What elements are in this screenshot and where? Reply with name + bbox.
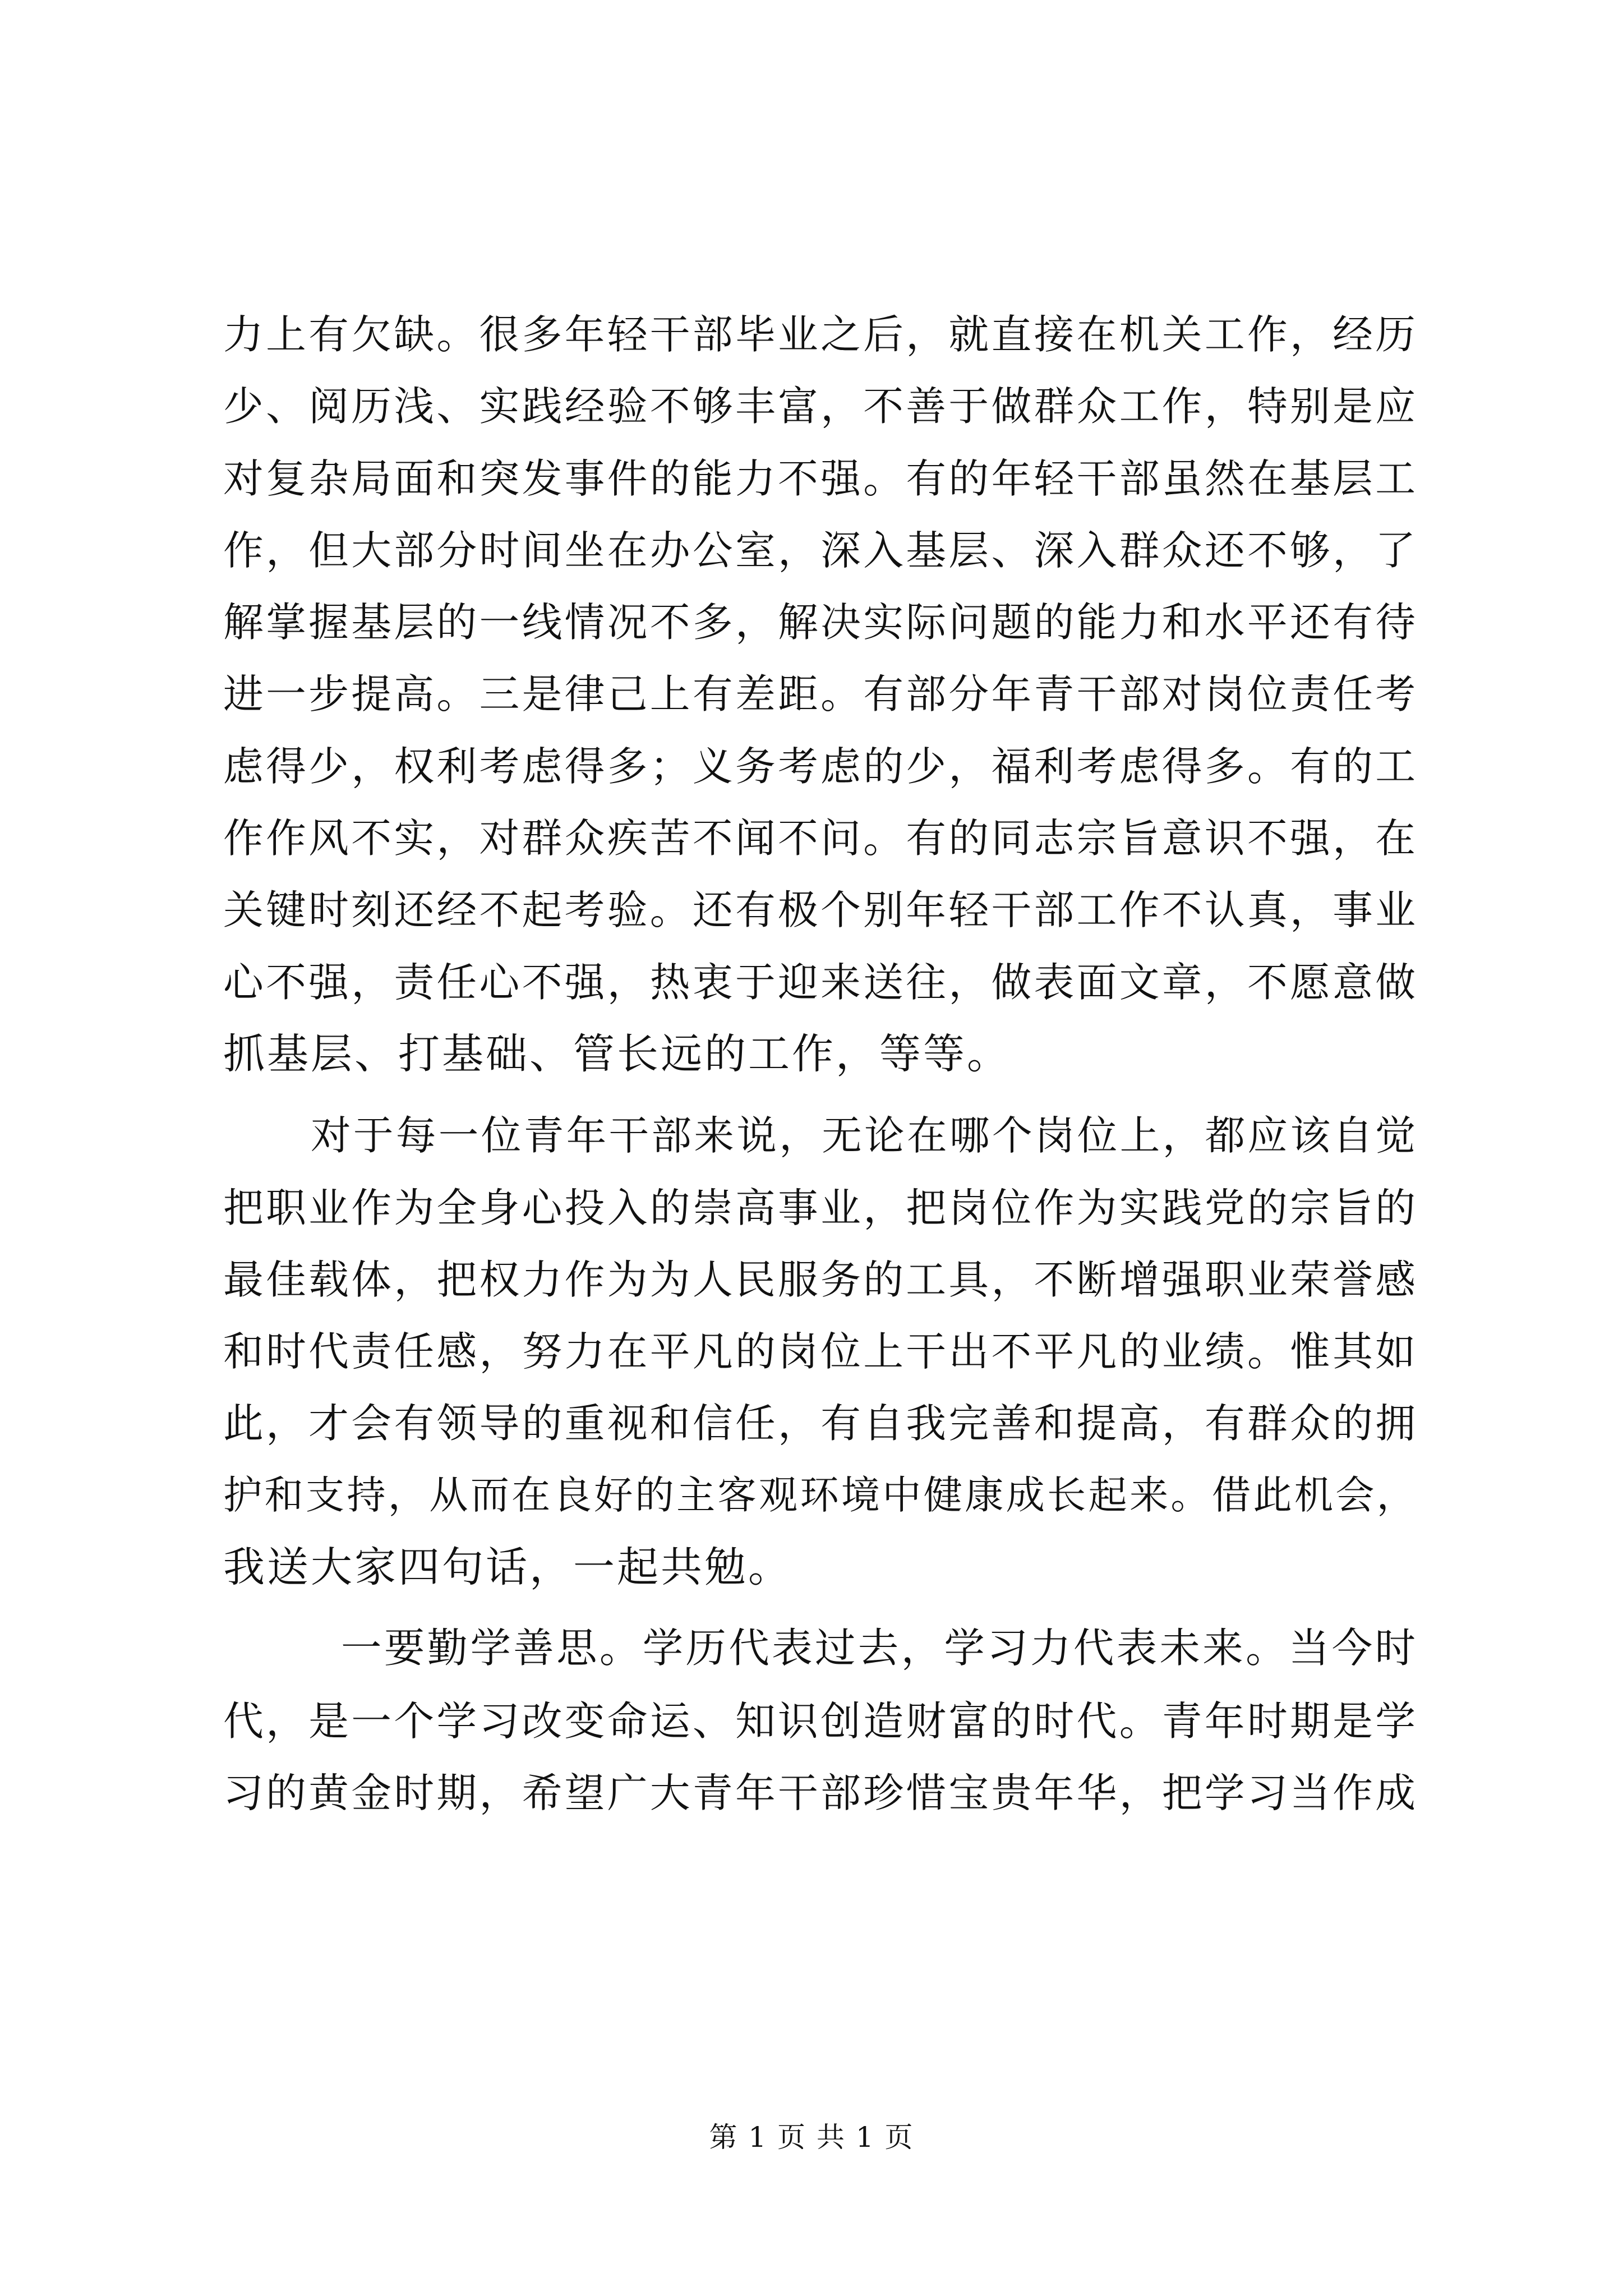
- text-line: 此，才会有领导的重视和信任，有自我完善和提高，有群众的拥: [223, 1400, 1418, 1447]
- text-line: 抓基层、打基础、管长远的工作，等等。: [223, 1029, 1011, 1078]
- text-line: 心不强，责任心不强，热衷于迎来送往，做表面文章，不愿意做: [223, 958, 1418, 1006]
- text-line: 最佳载体，把权力作为为人民服务的工具，不断增强职业荣誉感: [223, 1255, 1418, 1303]
- text-line: 对复杂局面和突发事件的能力不强。有的年轻干部虽然在基层工: [223, 454, 1418, 502]
- text-line: 我送大家四句话，一起共勉。: [223, 1543, 792, 1592]
- text-line: 作作风不实，对群众疾苦不闻不问。有的同志宗旨意识不强，在: [223, 815, 1418, 862]
- text-line: 对于每一位青年干部来说，无论在哪个岗位上，都应该自觉: [311, 1112, 1418, 1159]
- document-body: [223, 298, 1418, 1829]
- page-number-label: 第 1 页 共 1 页: [709, 2121, 914, 2154]
- text-line: 把职业作为全身心投入的崇高事业，把岗位作为实践党的宗旨的: [223, 1184, 1418, 1231]
- text-line: 和时代责任感，努力在平凡的岗位上干出不平凡的业绩。惟其如: [223, 1328, 1418, 1375]
- page-footer: [0, 2115, 1623, 2155]
- text-line: 进一步提高。三是律己上有差距。有部分年青干部对岗位责任考: [223, 670, 1418, 718]
- text-line: 护和支持，从而在良好的主客观环境中健康成长起来。借此机会，: [223, 1473, 1418, 1518]
- text-line: 力上有欠缺。很多年轻干部毕业之后，就直接在机关工作，经历: [223, 311, 1418, 358]
- text-line: 少、阅历浅、实践经验不够丰富，不善于做群众工作，特别是应: [223, 383, 1418, 430]
- text-line: 作，但大部分时间坐在办公室，深入基层、深入群众还不够，了: [223, 526, 1418, 574]
- paragraph-2: [223, 1099, 1418, 1603]
- text-line: 解掌握基层的一线情况不多，解决实际问题的能力和水平还有待: [223, 599, 1418, 646]
- paragraph-3: [223, 1613, 1418, 1829]
- text-line: 虑得少，权利考虑得多；义务考虑的少，福利考虑得多。有的工: [223, 742, 1418, 790]
- text-line: 习的黄金时期，希望广大青年干部珍惜宝贵年华，把学习当作成: [223, 1769, 1418, 1816]
- text-line: 关键时刻还经不起考验。还有极个别年轻干部工作不认真，事业: [223, 886, 1418, 934]
- text-line: 代，是一个学习改变命运、知识创造财富的时代。青年时期是学: [223, 1697, 1418, 1745]
- text-line: 一要勤学善思。学历代表过去，学习力代表未来。当今时: [341, 1625, 1418, 1673]
- paragraph-1: [223, 298, 1418, 1090]
